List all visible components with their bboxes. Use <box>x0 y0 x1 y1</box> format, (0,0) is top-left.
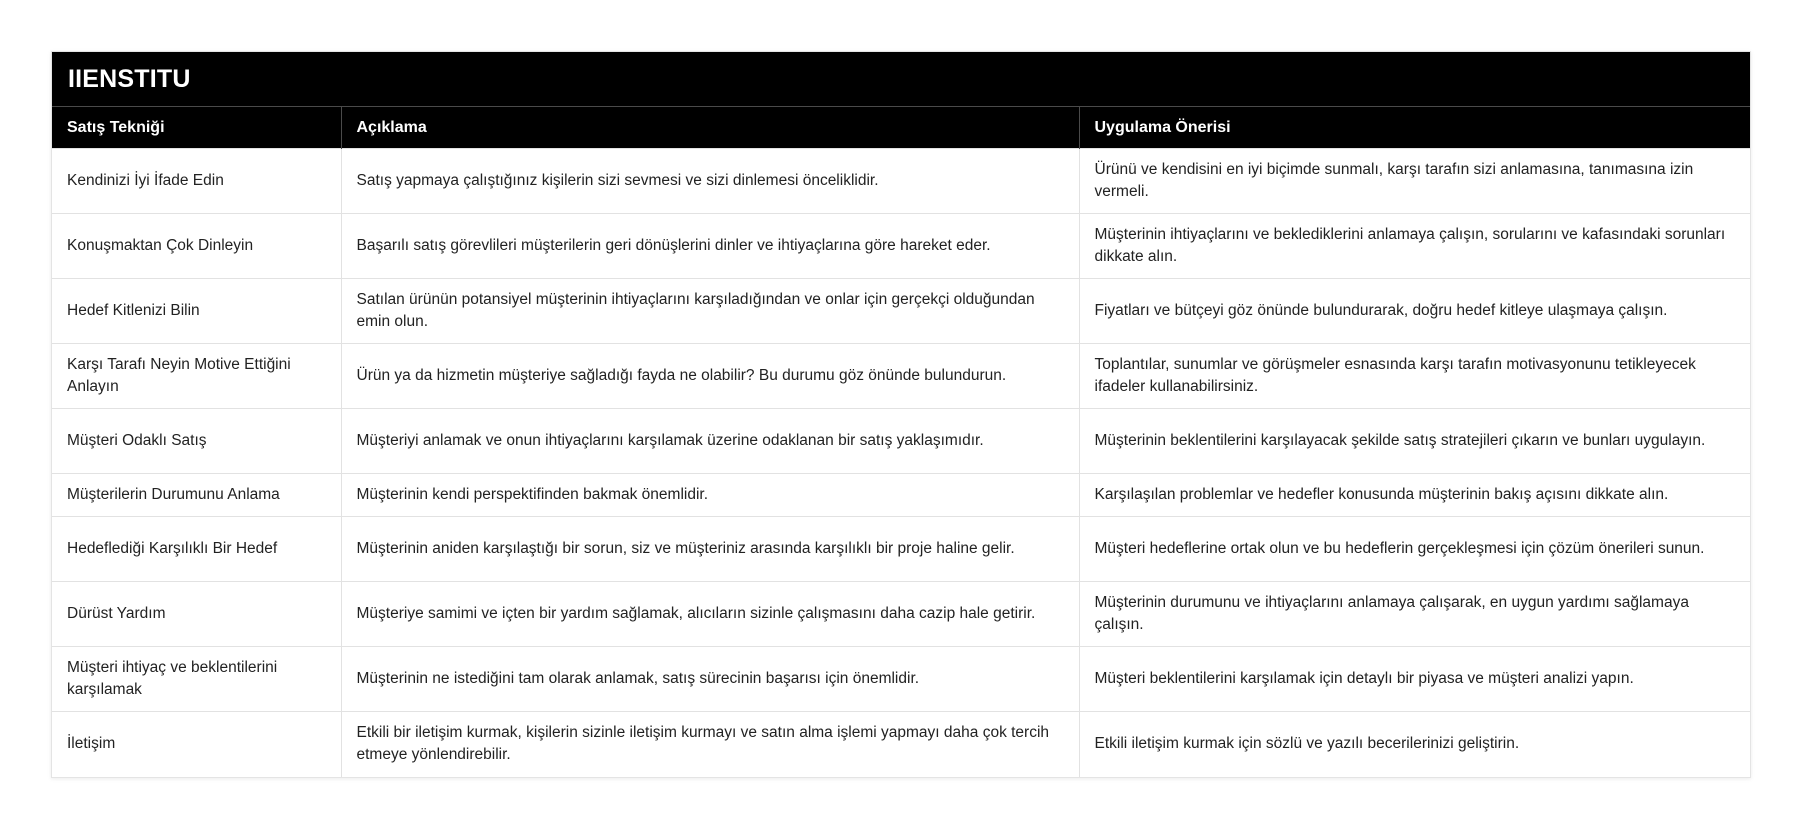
description-cell: Ürün ya da hizmetin müşteriye sağladığı fayda ne olabilir? Bu durumu göz önünde bulundurun. <box>341 344 1079 409</box>
suggestion-cell: Müşterinin durumunu ve ihtiyaçlarını anlamaya çalışarak, en uygun yardımı sağlamaya çalışın. <box>1079 582 1750 647</box>
sales-techniques-table <box>52 106 1750 777</box>
technique-cell: İletişim <box>52 712 341 777</box>
description-cell: Müşteriyi anlamak ve onun ihtiyaçlarını karşılamak üzerine odaklanan bir satış yaklaşımıdır. <box>341 409 1079 474</box>
table-row <box>52 517 1750 582</box>
description-cell: Müşterinin aniden karşılaştığı bir sorun, siz ve müşteriniz arasında karşılıklı bir proje haline gelir. <box>341 517 1079 582</box>
description-cell: Müşteriye samimi ve içten bir yardım sağlamak, alıcıların sizinle çalışmasını daha cazip hale getirir. <box>341 582 1079 647</box>
technique-cell: Hedef Kitlenizi Bilin <box>52 279 341 344</box>
table-header-row <box>52 107 1750 149</box>
suggestion-cell: Müşterinin ihtiyaçlarını ve beklediklerini anlamaya çalışın, sorularını ve kafasındaki sorunları dikkate alın. <box>1079 214 1750 279</box>
table-row <box>52 409 1750 474</box>
header-description: Açıklama <box>341 107 1079 149</box>
table-row <box>52 149 1750 214</box>
table-row <box>52 344 1750 409</box>
description-cell: Müşterinin ne istediğini tam olarak anlamak, satış sürecinin başarısı için önemlidir. <box>341 647 1079 712</box>
table-row <box>52 474 1750 517</box>
suggestion-cell: Ürünü ve kendisini en iyi biçimde sunmalı, karşı tarafın sizi anlamasına, tanımasına izin vermeli. <box>1079 149 1750 214</box>
technique-cell: Konuşmaktan Çok Dinleyin <box>52 214 341 279</box>
technique-cell: Dürüst Yardım <box>52 582 341 647</box>
description-cell: Satış yapmaya çalıştığınız kişilerin sizi sevmesi ve sizi dinlemesi önceliklidir. <box>341 149 1079 214</box>
suggestion-cell: Fiyatları ve bütçeyi göz önünde bulundurarak, doğru hedef kitleye ulaşmaya çalışın. <box>1079 279 1750 344</box>
technique-cell: Kendinizi İyi İfade Edin <box>52 149 341 214</box>
suggestion-cell: Müşteri hedeflerine ortak olun ve bu hedeflerin gerçekleşmesi için çözüm önerileri sunun. <box>1079 517 1750 582</box>
description-cell: Müşterinin kendi perspektifinden bakmak önemlidir. <box>341 474 1079 517</box>
description-cell: Satılan ürünün potansiyel müşterinin ihtiyaçlarını karşıladığından ve onlar için gerçekçi olduğundan emin olun. <box>341 279 1079 344</box>
brand-title: IIENSTITU <box>52 52 1750 106</box>
technique-cell: Hedeflediği Karşılıklı Bir Hedef <box>52 517 341 582</box>
technique-cell: Müşteri ihtiyaç ve beklentilerini karşılamak <box>52 647 341 712</box>
technique-cell: Müşterilerin Durumunu Anlama <box>52 474 341 517</box>
suggestion-cell: Müşteri beklentilerini karşılamak için detaylı bir piyasa ve müşteri analizi yapın. <box>1079 647 1750 712</box>
suggestion-cell: Etkili iletişim kurmak için sözlü ve yazılı becerilerinizi geliştirin. <box>1079 712 1750 777</box>
suggestion-cell: Karşılaşılan problemlar ve hedefler konusunda müşterinin bakış açısını dikkate alın. <box>1079 474 1750 517</box>
table-row <box>52 712 1750 777</box>
table-row <box>52 279 1750 344</box>
table-row <box>52 647 1750 712</box>
table-row <box>52 214 1750 279</box>
suggestion-cell: Toplantılar, sunumlar ve görüşmeler esnasında karşı tarafın motivasyonunu tetikleyecek ifadeler kullanabilirsiniz. <box>1079 344 1750 409</box>
suggestion-cell: Müşterinin beklentilerini karşılayacak şekilde satış stratejileri çıkarın ve bunları uygulayın. <box>1079 409 1750 474</box>
header-technique: Satış Tekniği <box>52 107 341 149</box>
header-suggestion: Uygulama Önerisi <box>1079 107 1750 149</box>
sales-techniques-card <box>51 51 1751 778</box>
description-cell: Başarılı satış görevlileri müşterilerin geri dönüşlerini dinler ve ihtiyaçlarına göre hareket eder. <box>341 214 1079 279</box>
description-cell: Etkili bir iletişim kurmak, kişilerin sizinle iletişim kurmayı ve satın alma işlemi yapmayı daha çok tercih etmeye yönlendirebilir. <box>341 712 1079 777</box>
table-row <box>52 582 1750 647</box>
technique-cell: Karşı Tarafı Neyin Motive Ettiğini Anlayın <box>52 344 341 409</box>
technique-cell: Müşteri Odaklı Satış <box>52 409 341 474</box>
